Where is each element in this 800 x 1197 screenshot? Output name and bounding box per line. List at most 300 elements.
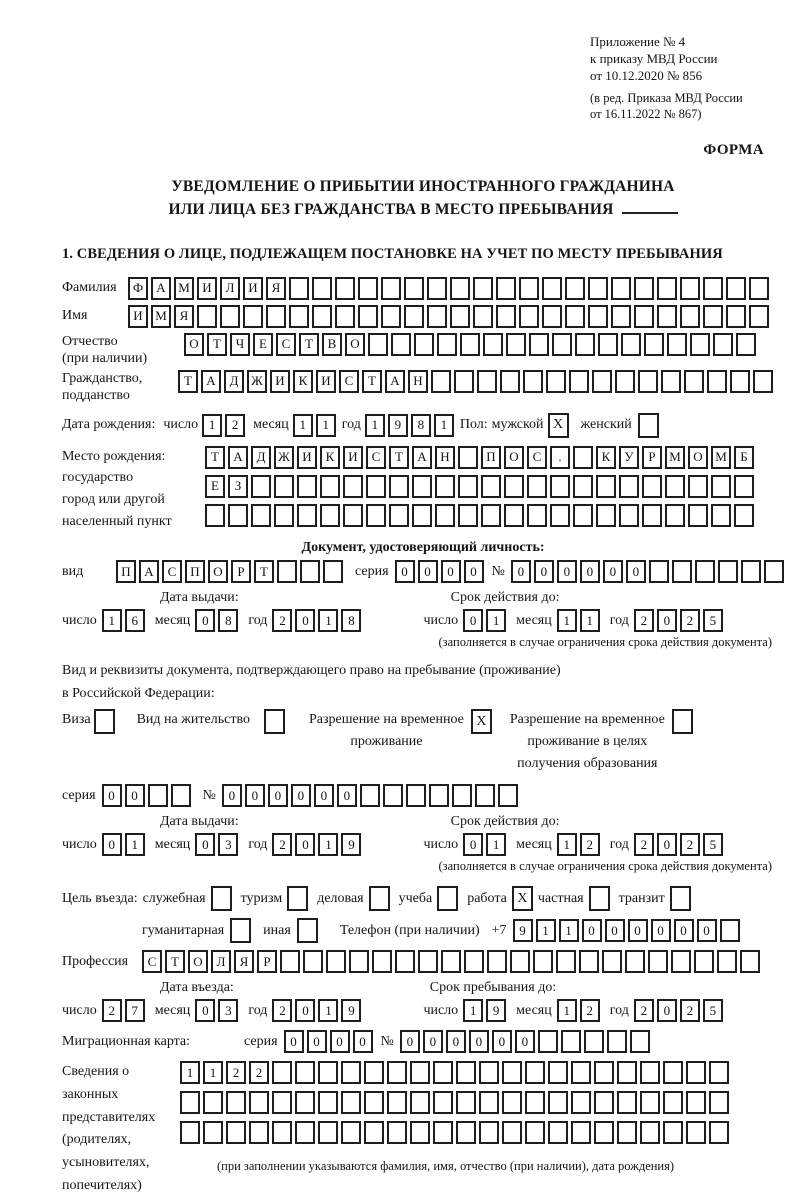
representatives-row3-cells[interactable]	[180, 1121, 729, 1144]
char-cell[interactable]: Е	[253, 333, 273, 356]
char-cell[interactable]	[617, 1061, 637, 1084]
char-cell[interactable]	[341, 1091, 361, 1114]
char-cell[interactable]	[657, 305, 677, 328]
char-cell[interactable]	[303, 950, 323, 973]
char-cell[interactable]: 2	[634, 999, 654, 1022]
char-cell[interactable]	[364, 1121, 384, 1144]
char-cell[interactable]: 0	[195, 999, 215, 1022]
char-cell[interactable]	[709, 1061, 729, 1084]
char-cell[interactable]	[663, 1091, 683, 1114]
char-cell[interactable]: И	[316, 370, 336, 393]
char-cell[interactable]	[686, 1091, 706, 1114]
char-cell[interactable]: 5	[703, 833, 723, 856]
char-cell[interactable]	[456, 1091, 476, 1114]
char-cell[interactable]	[389, 504, 409, 527]
char-cell[interactable]	[266, 305, 286, 328]
char-cell[interactable]: 0	[395, 560, 415, 583]
char-cell[interactable]	[703, 277, 723, 300]
char-cell[interactable]	[529, 333, 549, 356]
char-cell[interactable]	[665, 504, 685, 527]
char-cell[interactable]	[686, 1121, 706, 1144]
char-cell[interactable]	[550, 504, 570, 527]
char-cell[interactable]	[464, 950, 484, 973]
char-cell[interactable]	[663, 1121, 683, 1144]
char-cell[interactable]: Т	[165, 950, 185, 973]
char-cell[interactable]: 1	[557, 833, 577, 856]
char-cell[interactable]	[730, 370, 750, 393]
char-cell[interactable]	[640, 1121, 660, 1144]
char-cell[interactable]	[634, 277, 654, 300]
char-cell[interactable]	[548, 1121, 568, 1144]
char-cell[interactable]: Т	[299, 333, 319, 356]
char-cell[interactable]: О	[184, 333, 204, 356]
char-cell[interactable]	[533, 950, 553, 973]
char-cell[interactable]	[387, 1061, 407, 1084]
char-cell[interactable]: 0	[268, 784, 288, 807]
char-cell[interactable]: 3	[218, 833, 238, 856]
char-cell[interactable]: 0	[295, 999, 315, 1022]
char-cell[interactable]	[764, 560, 784, 583]
char-cell[interactable]	[707, 370, 727, 393]
char-cell[interactable]: 1	[580, 609, 600, 632]
char-cell[interactable]	[615, 370, 635, 393]
char-cell[interactable]: И	[243, 277, 263, 300]
char-cell[interactable]: 0	[125, 784, 145, 807]
char-cell[interactable]	[640, 1061, 660, 1084]
char-cell[interactable]: Н	[408, 370, 428, 393]
char-cell[interactable]: Т	[205, 446, 225, 469]
char-cell[interactable]	[456, 1121, 476, 1144]
char-cell[interactable]	[414, 333, 434, 356]
char-cell[interactable]	[323, 560, 343, 583]
char-cell[interactable]	[404, 277, 424, 300]
char-cell[interactable]: 0	[441, 560, 461, 583]
char-cell[interactable]	[429, 784, 449, 807]
doc-valid-month-cells[interactable]	[557, 609, 600, 632]
char-cell[interactable]	[688, 504, 708, 527]
char-cell[interactable]	[527, 475, 547, 498]
purpose-other-checkbox[interactable]	[297, 918, 318, 943]
char-cell[interactable]: 0	[295, 609, 315, 632]
char-cell[interactable]	[672, 560, 692, 583]
doc-series-cells[interactable]	[395, 560, 484, 583]
char-cell[interactable]: Т	[207, 333, 227, 356]
char-cell[interactable]	[571, 1121, 591, 1144]
char-cell[interactable]: 0	[492, 1030, 512, 1053]
char-cell[interactable]: 2	[680, 999, 700, 1022]
char-cell[interactable]	[611, 277, 631, 300]
char-cell[interactable]: Р	[231, 560, 251, 583]
char-cell[interactable]: 0	[534, 560, 554, 583]
char-cell[interactable]	[460, 333, 480, 356]
char-cell[interactable]	[607, 1030, 627, 1053]
char-cell[interactable]	[588, 305, 608, 328]
char-cell[interactable]	[280, 950, 300, 973]
char-cell[interactable]	[741, 560, 761, 583]
char-cell[interactable]	[450, 305, 470, 328]
char-cell[interactable]: 1	[125, 833, 145, 856]
char-cell[interactable]: А	[151, 277, 171, 300]
char-cell[interactable]	[573, 504, 593, 527]
char-cell[interactable]: 0	[605, 919, 625, 942]
entry-year-cells[interactable]	[272, 999, 361, 1022]
char-cell[interactable]	[527, 504, 547, 527]
char-cell[interactable]	[226, 1121, 246, 1144]
char-cell[interactable]	[148, 784, 168, 807]
patronymic-cells[interactable]	[184, 333, 756, 356]
char-cell[interactable]: И	[197, 277, 217, 300]
char-cell[interactable]: 0	[511, 560, 531, 583]
char-cell[interactable]: Е	[205, 475, 225, 498]
char-cell[interactable]	[680, 305, 700, 328]
char-cell[interactable]	[431, 370, 451, 393]
char-cell[interactable]	[575, 333, 595, 356]
purpose-official-checkbox[interactable]	[211, 886, 232, 911]
char-cell[interactable]	[667, 333, 687, 356]
char-cell[interactable]: 1	[318, 999, 338, 1022]
char-cell[interactable]: 2	[680, 609, 700, 632]
char-cell[interactable]	[598, 333, 618, 356]
char-cell[interactable]	[671, 950, 691, 973]
char-cell[interactable]: М	[665, 446, 685, 469]
char-cell[interactable]: 0	[284, 1030, 304, 1053]
char-cell[interactable]: 1	[536, 919, 556, 942]
char-cell[interactable]	[573, 446, 593, 469]
char-cell[interactable]	[433, 1121, 453, 1144]
char-cell[interactable]: А	[228, 446, 248, 469]
char-cell[interactable]	[458, 446, 478, 469]
char-cell[interactable]	[684, 370, 704, 393]
char-cell[interactable]	[364, 1061, 384, 1084]
char-cell[interactable]: 0	[657, 833, 677, 856]
char-cell[interactable]	[418, 950, 438, 973]
char-cell[interactable]: И	[297, 446, 317, 469]
birth-day-cells[interactable]	[202, 414, 245, 437]
doc-valid-day-cells[interactable]	[463, 609, 506, 632]
stay-doc-valid-year-cells[interactable]	[634, 833, 723, 856]
stay-doc-valid-month-cells[interactable]	[557, 833, 600, 856]
birth-year-cells[interactable]	[365, 414, 454, 437]
char-cell[interactable]: Я	[234, 950, 254, 973]
char-cell[interactable]: П	[481, 446, 501, 469]
char-cell[interactable]: 7	[125, 999, 145, 1022]
char-cell[interactable]	[565, 277, 585, 300]
char-cell[interactable]: 0	[102, 833, 122, 856]
stay-until-day-cells[interactable]	[463, 999, 506, 1022]
char-cell[interactable]: 0	[102, 784, 122, 807]
char-cell[interactable]: 0	[330, 1030, 350, 1053]
char-cell[interactable]: Р	[257, 950, 277, 973]
char-cell[interactable]	[381, 277, 401, 300]
char-cell[interactable]	[312, 277, 332, 300]
char-cell[interactable]	[272, 1121, 292, 1144]
char-cell[interactable]	[525, 1091, 545, 1114]
char-cell[interactable]	[571, 1091, 591, 1114]
char-cell[interactable]	[458, 475, 478, 498]
char-cell[interactable]	[500, 370, 520, 393]
char-cell[interactable]	[404, 305, 424, 328]
char-cell[interactable]: 0	[295, 833, 315, 856]
char-cell[interactable]: 1	[559, 919, 579, 942]
char-cell[interactable]: 1	[318, 833, 338, 856]
char-cell[interactable]	[251, 475, 271, 498]
char-cell[interactable]	[594, 1121, 614, 1144]
char-cell[interactable]: 2	[634, 833, 654, 856]
char-cell[interactable]: 0	[580, 560, 600, 583]
char-cell[interactable]	[454, 370, 474, 393]
char-cell[interactable]	[274, 504, 294, 527]
purpose-work-checkbox[interactable]: X	[512, 886, 533, 911]
char-cell[interactable]	[383, 784, 403, 807]
char-cell[interactable]	[713, 333, 733, 356]
char-cell[interactable]: 2	[272, 833, 292, 856]
char-cell[interactable]	[341, 1061, 361, 1084]
char-cell[interactable]	[312, 305, 332, 328]
char-cell[interactable]	[366, 504, 386, 527]
char-cell[interactable]: М	[174, 277, 194, 300]
char-cell[interactable]: 0	[657, 609, 677, 632]
char-cell[interactable]	[502, 1091, 522, 1114]
char-cell[interactable]	[433, 1061, 453, 1084]
char-cell[interactable]: И	[343, 446, 363, 469]
char-cell[interactable]	[638, 370, 658, 393]
char-cell[interactable]	[220, 305, 240, 328]
char-cell[interactable]	[617, 1121, 637, 1144]
char-cell[interactable]: 1	[203, 1061, 223, 1084]
char-cell[interactable]: П	[185, 560, 205, 583]
char-cell[interactable]: 0	[314, 784, 334, 807]
entry-day-cells[interactable]	[102, 999, 145, 1022]
char-cell[interactable]	[450, 277, 470, 300]
char-cell[interactable]	[435, 504, 455, 527]
char-cell[interactable]: 0	[463, 833, 483, 856]
char-cell[interactable]: 0	[469, 1030, 489, 1053]
char-cell[interactable]: 2	[102, 999, 122, 1022]
char-cell[interactable]: С	[366, 446, 386, 469]
char-cell[interactable]	[452, 784, 472, 807]
char-cell[interactable]	[226, 1091, 246, 1114]
stay-doc-issue-month-cells[interactable]	[195, 833, 238, 856]
char-cell[interactable]	[625, 950, 645, 973]
char-cell[interactable]: 9	[341, 999, 361, 1022]
stay-until-month-cells[interactable]	[557, 999, 600, 1022]
char-cell[interactable]: Т	[178, 370, 198, 393]
purpose-humanitarian-checkbox[interactable]	[230, 918, 251, 943]
char-cell[interactable]	[711, 475, 731, 498]
char-cell[interactable]	[665, 475, 685, 498]
char-cell[interactable]	[479, 1091, 499, 1114]
char-cell[interactable]	[203, 1091, 223, 1114]
char-cell[interactable]: 0	[222, 784, 242, 807]
doc-type-cells[interactable]	[116, 560, 343, 583]
birth-place-row1-cells[interactable]	[205, 446, 754, 469]
char-cell[interactable]: О	[688, 446, 708, 469]
char-cell[interactable]	[611, 305, 631, 328]
char-cell[interactable]: 9	[513, 919, 533, 942]
char-cell[interactable]: К	[320, 446, 340, 469]
char-cell[interactable]	[358, 305, 378, 328]
char-cell[interactable]: 1	[180, 1061, 200, 1084]
char-cell[interactable]	[341, 1121, 361, 1144]
char-cell[interactable]: С	[142, 950, 162, 973]
char-cell[interactable]: 0	[697, 919, 717, 942]
char-cell[interactable]: 0	[245, 784, 265, 807]
char-cell[interactable]: Д	[224, 370, 244, 393]
char-cell[interactable]	[596, 475, 616, 498]
char-cell[interactable]	[387, 1121, 407, 1144]
char-cell[interactable]	[481, 504, 501, 527]
char-cell[interactable]: А	[412, 446, 432, 469]
char-cell[interactable]: Ф	[128, 277, 148, 300]
char-cell[interactable]	[661, 370, 681, 393]
char-cell[interactable]	[249, 1121, 269, 1144]
char-cell[interactable]: 1	[318, 609, 338, 632]
char-cell[interactable]: П	[116, 560, 136, 583]
char-cell[interactable]: Т	[389, 446, 409, 469]
char-cell[interactable]: 5	[703, 999, 723, 1022]
char-cell[interactable]	[695, 560, 715, 583]
char-cell[interactable]	[498, 784, 518, 807]
char-cell[interactable]	[736, 333, 756, 356]
doc-number-cells[interactable]	[511, 560, 784, 583]
char-cell[interactable]	[594, 1061, 614, 1084]
sex-male-checkbox[interactable]: X	[548, 413, 569, 438]
char-cell[interactable]	[602, 950, 622, 973]
char-cell[interactable]	[318, 1091, 338, 1114]
char-cell[interactable]: А	[201, 370, 221, 393]
char-cell[interactable]	[525, 1061, 545, 1084]
char-cell[interactable]	[349, 950, 369, 973]
char-cell[interactable]	[502, 1061, 522, 1084]
char-cell[interactable]	[295, 1091, 315, 1114]
char-cell[interactable]: 2	[680, 833, 700, 856]
char-cell[interactable]: О	[208, 560, 228, 583]
char-cell[interactable]	[711, 504, 731, 527]
char-cell[interactable]	[552, 333, 572, 356]
char-cell[interactable]: 0	[307, 1030, 327, 1053]
char-cell[interactable]	[496, 305, 516, 328]
char-cell[interactable]: 9	[486, 999, 506, 1022]
char-cell[interactable]: 0	[195, 609, 215, 632]
char-cell[interactable]: М	[151, 305, 171, 328]
char-cell[interactable]: 0	[400, 1030, 420, 1053]
char-cell[interactable]: Д	[251, 446, 271, 469]
char-cell[interactable]: 9	[388, 414, 408, 437]
char-cell[interactable]: Н	[435, 446, 455, 469]
char-cell[interactable]	[427, 277, 447, 300]
char-cell[interactable]: 0	[628, 919, 648, 942]
char-cell[interactable]: 1	[557, 609, 577, 632]
char-cell[interactable]	[412, 504, 432, 527]
char-cell[interactable]: 1	[486, 833, 506, 856]
char-cell[interactable]	[680, 277, 700, 300]
stay-doc-valid-day-cells[interactable]	[463, 833, 506, 856]
char-cell[interactable]: Я	[266, 277, 286, 300]
char-cell[interactable]	[320, 504, 340, 527]
char-cell[interactable]	[203, 1121, 223, 1144]
doc-issue-month-cells[interactable]	[195, 609, 238, 632]
char-cell[interactable]	[335, 305, 355, 328]
char-cell[interactable]: К	[596, 446, 616, 469]
char-cell[interactable]	[228, 504, 248, 527]
migration-card-series-cells[interactable]	[284, 1030, 373, 1053]
char-cell[interactable]	[272, 1091, 292, 1114]
char-cell[interactable]	[718, 560, 738, 583]
char-cell[interactable]	[561, 1030, 581, 1053]
char-cell[interactable]: Б	[734, 446, 754, 469]
char-cell[interactable]	[510, 950, 530, 973]
char-cell[interactable]	[477, 370, 497, 393]
char-cell[interactable]	[594, 1091, 614, 1114]
char-cell[interactable]	[441, 950, 461, 973]
char-cell[interactable]	[343, 504, 363, 527]
char-cell[interactable]: С	[339, 370, 359, 393]
char-cell[interactable]: Я	[174, 305, 194, 328]
temporary-residence-checkbox[interactable]: X	[471, 709, 492, 734]
representatives-row2-cells[interactable]	[180, 1091, 729, 1114]
char-cell[interactable]	[395, 950, 415, 973]
char-cell[interactable]	[406, 784, 426, 807]
char-cell[interactable]: 1	[486, 609, 506, 632]
char-cell[interactable]: О	[188, 950, 208, 973]
char-cell[interactable]	[663, 1061, 683, 1084]
char-cell[interactable]	[709, 1091, 729, 1114]
char-cell[interactable]	[456, 1061, 476, 1084]
char-cell[interactable]	[475, 784, 495, 807]
char-cell[interactable]	[391, 333, 411, 356]
char-cell[interactable]	[243, 305, 263, 328]
char-cell[interactable]: 0	[423, 1030, 443, 1053]
char-cell[interactable]	[360, 784, 380, 807]
char-cell[interactable]	[720, 919, 740, 942]
char-cell[interactable]: 0	[557, 560, 577, 583]
char-cell[interactable]	[596, 504, 616, 527]
char-cell[interactable]	[584, 1030, 604, 1053]
doc-issue-day-cells[interactable]	[102, 609, 145, 632]
char-cell[interactable]: 2	[225, 414, 245, 437]
profession-cells[interactable]	[142, 950, 760, 973]
char-cell[interactable]: 6	[125, 609, 145, 632]
char-cell[interactable]: .	[550, 446, 570, 469]
char-cell[interactable]	[295, 1061, 315, 1084]
stay-doc-issue-day-cells[interactable]	[102, 833, 145, 856]
char-cell[interactable]: 5	[703, 609, 723, 632]
char-cell[interactable]	[502, 1121, 522, 1144]
char-cell[interactable]	[504, 475, 524, 498]
char-cell[interactable]: 8	[411, 414, 431, 437]
char-cell[interactable]	[690, 333, 710, 356]
char-cell[interactable]: 1	[316, 414, 336, 437]
firstname-cells[interactable]	[128, 305, 769, 328]
char-cell[interactable]	[519, 277, 539, 300]
char-cell[interactable]	[734, 475, 754, 498]
char-cell[interactable]	[740, 950, 760, 973]
char-cell[interactable]	[366, 475, 386, 498]
char-cell[interactable]	[289, 277, 309, 300]
char-cell[interactable]	[694, 950, 714, 973]
char-cell[interactable]: 2	[580, 999, 600, 1022]
birth-month-cells[interactable]	[293, 414, 336, 437]
char-cell[interactable]: Ж	[247, 370, 267, 393]
char-cell[interactable]	[318, 1061, 338, 1084]
char-cell[interactable]	[473, 305, 493, 328]
char-cell[interactable]	[688, 475, 708, 498]
birth-place-row2-cells[interactable]	[205, 475, 754, 498]
char-cell[interactable]: 1	[102, 609, 122, 632]
char-cell[interactable]: 8	[218, 609, 238, 632]
char-cell[interactable]	[326, 950, 346, 973]
char-cell[interactable]	[320, 475, 340, 498]
